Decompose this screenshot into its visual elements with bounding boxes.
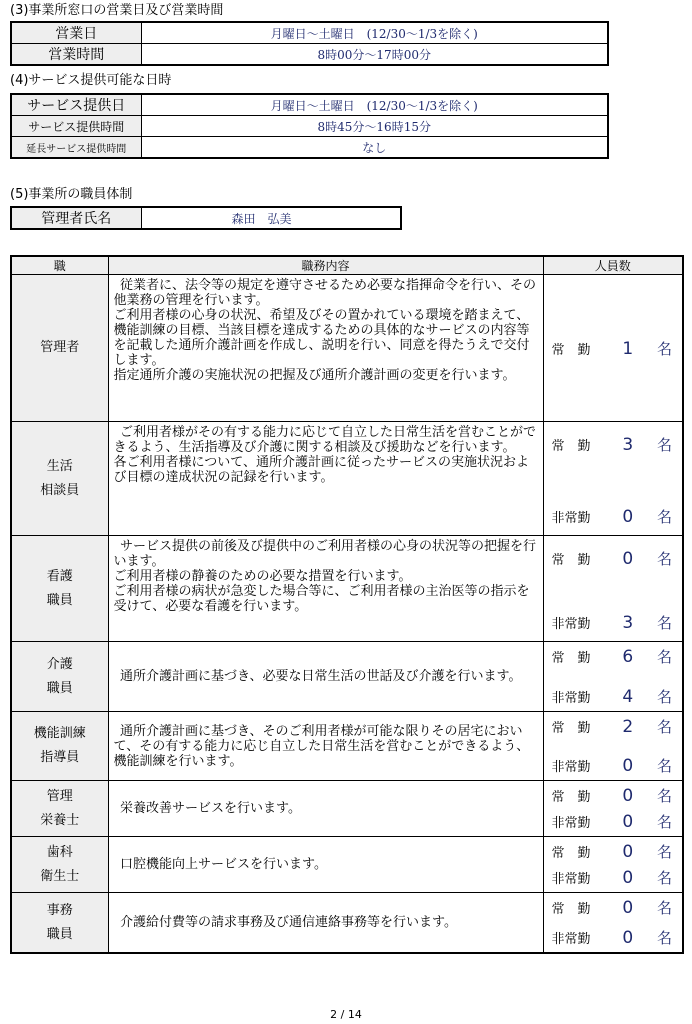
role-label: 看護 xyxy=(46,568,73,584)
header-duty: 職務内容 xyxy=(108,256,543,275)
business-hours-table xyxy=(10,21,609,66)
count-cell xyxy=(543,712,683,781)
section3-title: (3)事業所窓口の営業日及び営業時間 xyxy=(10,3,224,18)
role-label: 指導員 xyxy=(40,750,80,765)
count-line xyxy=(552,716,673,737)
count-line xyxy=(552,927,673,948)
duty-cell xyxy=(108,712,543,781)
role-label: 介護 xyxy=(46,656,73,672)
table-row xyxy=(11,712,683,781)
role-label: 管理 xyxy=(46,788,73,804)
count-type-label: 常 勤 xyxy=(551,439,591,454)
count-line xyxy=(552,897,673,918)
duty-cell xyxy=(108,893,543,954)
duty-cell xyxy=(108,275,543,422)
count-number: 0 xyxy=(622,897,634,918)
count-type-label: 非常勤 xyxy=(551,816,591,831)
count-line xyxy=(552,612,673,633)
count-number: 0 xyxy=(622,811,634,832)
business-hours-label: 営業時間 xyxy=(11,44,141,66)
count-unit: 名 xyxy=(656,899,672,917)
header-role: 職 xyxy=(11,256,108,275)
role-label: 職員 xyxy=(46,926,73,942)
role-label: 職員 xyxy=(46,592,73,608)
duty-cell xyxy=(108,536,543,642)
count-number: 0 xyxy=(622,867,634,888)
role-label: 栄養士 xyxy=(40,812,80,828)
count-unit: 名 xyxy=(656,813,672,831)
manager-name-value: 森田 弘美 xyxy=(141,207,401,229)
count-type-label: 常 勤 xyxy=(551,651,591,666)
count-cell xyxy=(543,781,683,837)
table-header-row xyxy=(11,256,683,275)
count-unit: 名 xyxy=(656,648,672,666)
count-cell xyxy=(543,837,683,893)
role-cell xyxy=(11,712,108,781)
count-unit: 名 xyxy=(656,929,672,947)
business-days-value: 月曜日～土曜日 (12/30～1/3を除く) xyxy=(141,22,608,44)
duty-cell xyxy=(108,781,543,837)
duty-text: 栄養改善サービスを行います。 xyxy=(120,801,301,816)
header-count: 人員数 xyxy=(543,256,683,275)
count-line xyxy=(552,548,673,569)
table-row xyxy=(11,22,608,44)
role-label: 生活 xyxy=(46,458,73,474)
role-label: 機能訓練 xyxy=(33,726,86,741)
count-unit: 名 xyxy=(656,340,672,358)
table-row xyxy=(11,642,683,712)
manager-table xyxy=(10,206,402,230)
duty-text: 通所介護計画に基づき、必要な日常生活の世話及び介護を行います。 xyxy=(120,669,522,684)
count-line xyxy=(552,646,673,667)
duty-text: 従業者に、法令等の規定を遵守させるため必要な指揮命令を行い、その他業務の管理を行います。 ご利用者様の心身の状況、希望及びその置かれている環境を踏まえて、機能訓練の目標、当該目標を達成するための具体的なサービスの内容等を記載した通所介護計画を作成し、説明を行い、同意を得たうえで交付します。 指定通所介護の実施状況の把握及び通所介護計画の変更を行います。 xyxy=(113,278,537,383)
count-number: 0 xyxy=(622,506,634,527)
business-hours-value: 8時00分～17時00分 xyxy=(141,44,608,66)
role-cell xyxy=(11,422,108,536)
count-type-label: 常 勤 xyxy=(551,553,591,568)
count-number: 0 xyxy=(622,548,634,569)
count-line xyxy=(552,785,673,806)
role-label: 衛生士 xyxy=(40,868,80,884)
table-row xyxy=(11,137,608,159)
count-line xyxy=(552,867,673,888)
count-number: 6 xyxy=(622,646,634,667)
count-cell xyxy=(543,275,683,422)
role-cell xyxy=(11,536,108,642)
role-label: 歯科 xyxy=(46,844,73,860)
section4-title: (4)サービス提供可能な日時 xyxy=(10,73,172,88)
table-row xyxy=(11,44,608,66)
table-row xyxy=(11,536,683,642)
role-cell xyxy=(11,642,108,712)
duty-text: サービス提供の前後及び提供中のご利用者様の心身の状況等の把握を行います。 ご利用者様の静養のための必要な措置を行います。 ご利用者様の病状が急変した場合等に、ご利用者様の主治医等の指示を受けて、必要な看護を行います。 xyxy=(113,539,537,614)
count-type-label: 非常勤 xyxy=(551,872,591,887)
count-line xyxy=(552,338,673,359)
count-number: 0 xyxy=(622,927,634,948)
count-line xyxy=(552,686,673,707)
count-line xyxy=(552,811,673,832)
page-number: 2 / 14 xyxy=(330,1008,362,1021)
table-row xyxy=(11,893,683,954)
role-cell xyxy=(11,893,108,954)
count-number: 0 xyxy=(622,841,634,862)
staff-table xyxy=(10,255,684,954)
table-row xyxy=(11,837,683,893)
count-number: 0 xyxy=(622,785,634,806)
role-label: 管理者 xyxy=(40,340,80,355)
table-row xyxy=(11,781,683,837)
count-line xyxy=(552,755,673,776)
count-number: 4 xyxy=(622,686,634,707)
service-hours-label: サービス提供時間 xyxy=(11,116,141,137)
count-number: 1 xyxy=(622,338,634,359)
count-unit: 名 xyxy=(656,688,672,706)
extended-service-label: 延長サービス提供時間 xyxy=(11,137,141,159)
count-unit: 名 xyxy=(656,718,672,736)
role-label: 事務 xyxy=(46,902,73,918)
role-cell xyxy=(11,837,108,893)
duty-cell xyxy=(108,642,543,712)
count-cell xyxy=(543,642,683,712)
count-unit: 名 xyxy=(656,614,672,632)
count-type-label: 非常勤 xyxy=(551,511,591,526)
count-type-label: 常 勤 xyxy=(551,902,591,917)
count-line xyxy=(552,841,673,862)
count-type-label: 非常勤 xyxy=(551,617,591,632)
count-cell xyxy=(543,536,683,642)
table-row xyxy=(11,275,683,422)
service-days-value: 月曜日～土曜日 (12/30～1/3を除く) xyxy=(141,94,608,116)
role-cell xyxy=(11,275,108,422)
role-label: 職員 xyxy=(46,680,73,696)
count-number: 0 xyxy=(622,755,634,776)
duty-cell xyxy=(108,837,543,893)
count-type-label: 非常勤 xyxy=(551,932,591,947)
count-line xyxy=(552,506,673,527)
count-cell xyxy=(543,893,683,954)
count-type-label: 常 勤 xyxy=(551,790,591,805)
table-row xyxy=(11,116,608,137)
duty-text: 口腔機能向上サービスを行います。 xyxy=(120,857,327,872)
duty-text: 介護給付費等の請求事務及び通信連絡事務等を行います。 xyxy=(120,915,457,930)
count-unit: 名 xyxy=(656,757,672,775)
duty-text: 通所介護計画に基づき、そのご利用者様が可能な限りその居宅において、その有する能力に応じ自立した日常生活を営むことができるよう、機能訓練を行います。 xyxy=(113,723,530,769)
count-line xyxy=(552,434,673,455)
count-unit: 名 xyxy=(656,843,672,861)
count-type-label: 常 勤 xyxy=(551,721,591,736)
duty-cell xyxy=(108,422,543,536)
table-row xyxy=(11,422,683,536)
section5-title: (5)事業所の職員体制 xyxy=(10,187,133,202)
duty-text: ご利用者様がその有する能力に応じて自立した日常生活を営むことができるよう、生活指導及び介護に関する相談及び援助などを行います。 各ご利用者様について、通所介護計画に従ったサービスの実施状況および目標の達成状況の記録を行います。 xyxy=(113,425,537,485)
service-days-label: サービス提供日 xyxy=(11,94,141,116)
table-row xyxy=(11,94,608,116)
service-hours-value: 8時45分～16時15分 xyxy=(141,116,608,137)
count-unit: 名 xyxy=(656,508,672,526)
count-cell xyxy=(543,422,683,536)
manager-name-label: 管理者氏名 xyxy=(11,207,141,229)
count-unit: 名 xyxy=(656,436,672,454)
business-days-label: 営業日 xyxy=(11,22,141,44)
count-type-label: 非常勤 xyxy=(551,691,591,706)
role-label: 相談員 xyxy=(40,482,80,498)
count-type-label: 常 勤 xyxy=(551,343,591,358)
service-hours-table xyxy=(10,93,609,159)
count-type-label: 常 勤 xyxy=(551,846,591,861)
count-type-label: 非常勤 xyxy=(551,760,591,775)
count-number: 3 xyxy=(622,612,634,633)
role-cell xyxy=(11,781,108,837)
table-row xyxy=(11,207,401,229)
count-unit: 名 xyxy=(656,869,672,887)
extended-service-value: なし xyxy=(141,137,608,159)
count-number: 3 xyxy=(622,434,634,455)
count-unit: 名 xyxy=(656,550,672,568)
count-number: 2 xyxy=(622,716,634,737)
count-unit: 名 xyxy=(656,787,672,805)
